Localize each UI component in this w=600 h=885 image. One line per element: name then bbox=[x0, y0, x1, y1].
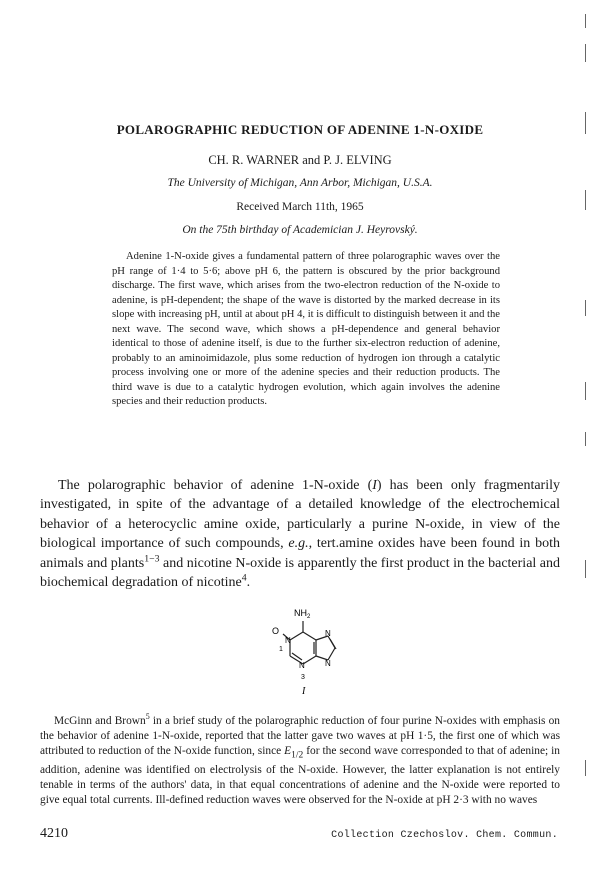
half-wave-potential-symbol: E bbox=[284, 745, 292, 757]
intro-text-2: ) has been only fragmentarily investigated, in spite of the advantage of a detailed knowledge of the electrochemical behavior of a heterocyclic amine oxide, particularly a purine N-oxide, in view of the biological importance of such compounds, bbox=[40, 478, 560, 552]
mcginn-brown-paragraph bbox=[40, 714, 560, 808]
citation-1-3: 1−3 bbox=[144, 552, 160, 564]
para2-text-1: McGinn and Brown bbox=[54, 715, 146, 727]
structure-bonds bbox=[283, 621, 336, 664]
intro-paragraph bbox=[40, 476, 560, 592]
abstract: Adenine 1-N-oxide gives a fundamental pattern of three polarographic waves over the pH range of 1·4 to 5·6; above pH 6, the pattern is obscured by the prior background discharge. The first wave, which arises from the two-electron reduction of the N-oxide to adenine, is pH-dependent; the shape of the wave is distorted by the marked decrease in its slope with increasing pH, until at about pH 4, it is difficult to distinguish between it and the next wave. The second wave, which shows a pH-dependence and general behavior identical to those of adenine itself, is due to the further six-electron reduction of adenine, probably to an aminoimidazole, plus some reduction of hydrogen ion through a catalytic process involving one or more of the adenine species and their reduction products. The third wave is due to a catalytic hydrogen evolution, which again involves the adenine species and their reduction products. bbox=[112, 251, 500, 407]
compound-ref: I bbox=[372, 478, 377, 493]
author-affiliation: The University of Michigan, Ann Arbor, Michigan, U.S.A. bbox=[167, 177, 433, 189]
n7-atom-label: N bbox=[325, 629, 331, 638]
citation-4: 4 bbox=[241, 572, 247, 584]
intro-text-4: and nicotine N-oxide is apparently the first product in the bacterial and biochemical degradation of nicotine bbox=[40, 555, 561, 591]
journal-name: Collection Czechoslov. Chem. Commun. bbox=[331, 830, 558, 841]
n1-atom-label: N bbox=[285, 636, 291, 645]
position-3-label: 3 bbox=[301, 674, 305, 681]
oxygen-atom-label: O bbox=[272, 626, 280, 636]
position-1-label: 1 bbox=[279, 646, 283, 653]
paper-title: POLAROGRAPHIC REDUCTION OF ADENINE 1-N-OXIDE bbox=[116, 122, 484, 137]
adenine-n-oxide-structure bbox=[258, 598, 358, 708]
n3-atom-label: N bbox=[299, 661, 305, 670]
page-number: 4210 bbox=[40, 826, 68, 841]
para2-text-2: in a brief study of the polarographic reduction of four purine N-oxides with emphasis on the behavior of adenine 1-N-oxide, reported that the latter gave two waves at pH 1·5, the first one of which was attributed to reduction of the N-oxide function, since bbox=[40, 715, 560, 757]
received-date: Received March 11th, 1965 bbox=[236, 201, 364, 213]
intro-text-5: . bbox=[246, 575, 251, 591]
half-wave-subscript: 1/2 bbox=[291, 750, 304, 761]
dedication: On the 75th birthday of Academician J. Heyrovský. bbox=[182, 224, 418, 236]
paper-authors: CH. R. WARNER and P. J. ELVING bbox=[208, 153, 392, 167]
para2-text-3: for the second wave corresponded to that of adenine; in addition, adenine was identified on electrolysis of the N-oxide. However, the latter explanation is not entirely tenable in terms of the authors' data, in that equal concentrations of adenine and the N-oxide were reported to give equal total currents. Ill-defined reduction waves were observed for the N-oxide at pH 2·3 with no waves bbox=[40, 745, 560, 807]
intro-text-3: , tert.amine oxides have been found in both animals and plants bbox=[40, 536, 560, 571]
compound-label: I bbox=[302, 686, 306, 697]
eg-abbrev: e.g. bbox=[288, 536, 309, 552]
amino-group-label: $NH_2$ bbox=[294, 608, 311, 620]
intro-text-1: The polarographic behavior of adenine 1-N-oxide ( bbox=[58, 478, 373, 493]
citation-5: 5 bbox=[145, 712, 150, 722]
n9-atom-label: N bbox=[325, 659, 331, 668]
